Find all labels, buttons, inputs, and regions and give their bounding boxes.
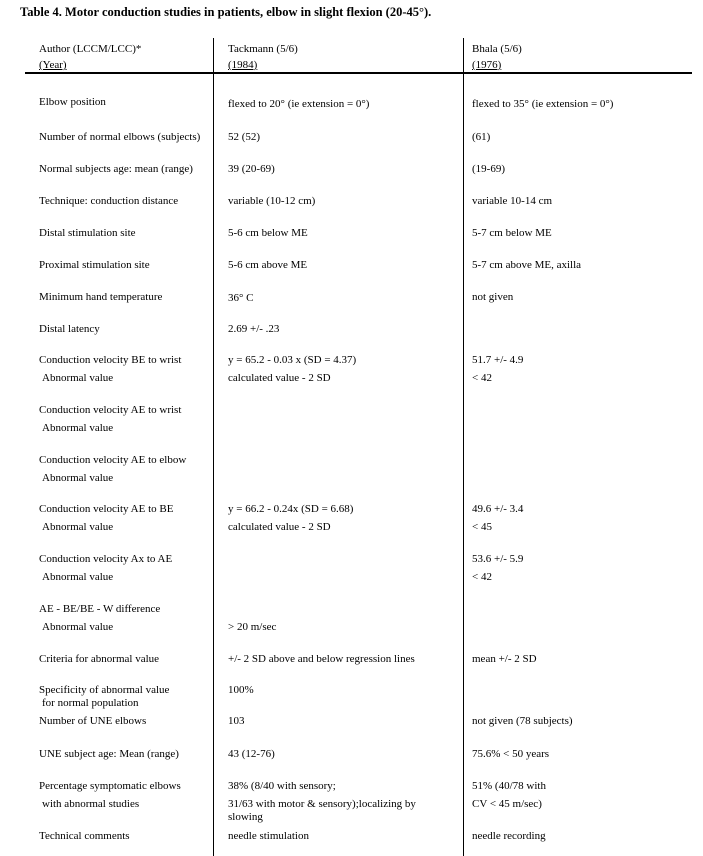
row-label: Number of UNE elbows: [39, 715, 147, 727]
row-bhala-2: < 45: [472, 521, 492, 533]
row-tackmann-2: calculated value - 2 SD: [228, 372, 331, 384]
row-label: Conduction velocity AE to elbow: [39, 454, 187, 466]
row-bhala: not given: [472, 291, 514, 303]
row-label: Conduction velocity AE to BE: [39, 503, 174, 515]
row-label: Percentage symptomatic elbows: [39, 780, 181, 792]
row-label: Specificity of abnormal value: [39, 684, 170, 696]
row-label: Normal subjects age: mean (range): [39, 163, 193, 175]
row-tackmann: 38% (8/40 with sensory;: [228, 780, 336, 792]
row-label: Elbow position: [39, 96, 106, 108]
row-bhala: 53.6 +/- 5.9: [472, 553, 524, 565]
row-bhala: variable 10-14 cm: [472, 195, 553, 207]
row-label: Distal stimulation site: [39, 227, 136, 239]
row-bhala: (19-69): [472, 163, 505, 175]
row-tackmann: 36° C: [228, 292, 254, 304]
row-sublabel: Abnormal value: [42, 571, 114, 583]
row-bhala: 51.7 +/- 4.9: [472, 354, 524, 366]
table-title: Table 4. Motor conduction studies in patients, elbow in slight flexion (20-45°).: [20, 5, 432, 19]
row-tackmann-2: > 20 m/sec: [228, 621, 277, 633]
row-bhala: flexed to 35° (ie extension = 0°): [472, 98, 614, 110]
column-divider-1: [213, 38, 214, 856]
row-label: Proximal stimulation site: [39, 259, 150, 271]
row-bhala: 51% (40/78 with: [472, 780, 546, 792]
row-tackmann: 103: [228, 715, 245, 727]
row-label: Technical comments: [39, 830, 130, 842]
row-label: Number of normal elbows (subjects): [39, 131, 201, 143]
row-tackmann: 52 (52): [228, 131, 261, 143]
row-tackmann: needle stimulation: [228, 830, 309, 842]
header-tackmann: Tackmann (5/6): [228, 43, 298, 55]
row-label-2: for normal population: [42, 697, 139, 709]
row-tackmann: 5-6 cm above ME: [228, 259, 308, 271]
row-bhala-2: CV < 45 m/sec): [472, 798, 542, 810]
row-sublabel: Abnormal value: [42, 621, 114, 633]
header-rule: [25, 72, 692, 74]
row-bhala: (61): [472, 131, 491, 143]
row-label: AE - BE/BE - W difference: [39, 603, 161, 615]
row-tackmann: y = 65.2 - 0.03 x (SD = 4.37): [228, 354, 357, 366]
row-sublabel: Abnormal value: [42, 472, 114, 484]
header-bhala-year: (1976): [472, 59, 502, 71]
header-author: Author (LCCM/LCC)*: [39, 43, 142, 55]
row-tackmann: 39 (20-69): [228, 163, 275, 175]
row-label: Technique: conduction distance: [39, 195, 179, 207]
row-sublabel: Abnormal value: [42, 521, 114, 533]
row-sublabel: Abnormal value: [42, 372, 114, 384]
row-label: Distal latency: [39, 323, 100, 335]
row-label: Conduction velocity Ax to AE: [39, 553, 173, 565]
row-bhala-2: < 42: [472, 571, 492, 583]
row-bhala-2: < 42: [472, 372, 492, 384]
header-year: (Year): [39, 59, 67, 71]
row-bhala: not given (78 subjects): [472, 715, 573, 727]
row-label: Criteria for abnormal value: [39, 653, 160, 665]
row-bhala: 5-7 cm above ME, axilla: [472, 259, 582, 271]
row-tackmann-2: calculated value - 2 SD: [228, 521, 331, 533]
row-bhala: 5-7 cm below ME: [472, 227, 552, 239]
row-bhala: 49.6 +/- 3.4: [472, 503, 524, 515]
row-label: Conduction velocity AE to wrist: [39, 404, 182, 416]
row-bhala: needle recording: [472, 830, 546, 842]
row-label: Conduction velocity BE to wrist: [39, 354, 182, 366]
row-tackmann: +/- 2 SD above and below regression lines: [228, 653, 415, 665]
row-tackmann: 2.69 +/- .23: [228, 323, 280, 335]
column-divider-2: [463, 38, 464, 856]
row-tackmann: 5-6 cm below ME: [228, 227, 308, 239]
row-sublabel: Abnormal value: [42, 422, 114, 434]
row-label: UNE subject age: Mean (range): [39, 748, 179, 760]
row-label: Minimum hand temperature: [39, 291, 163, 303]
row-tackmann-3: slowing: [228, 811, 263, 823]
header-bhala: Bhala (5/6): [472, 43, 522, 55]
row-tackmann: y = 66.2 - 0.24x (SD = 6.68): [228, 503, 354, 515]
row-tackmann: variable (10-12 cm): [228, 195, 316, 207]
row-tackmann: 43 (12-76): [228, 748, 275, 760]
row-tackmann: 100%: [228, 684, 254, 696]
header-tackmann-year: (1984): [228, 59, 258, 71]
row-tackmann-2: 31/63 with motor & sensory);localizing by: [228, 798, 416, 810]
row-tackmann: flexed to 20° (ie extension = 0°): [228, 98, 370, 110]
row-sublabel: with abnormal studies: [42, 798, 140, 810]
row-bhala: mean +/- 2 SD: [472, 653, 537, 665]
row-bhala: 75.6% < 50 years: [472, 748, 550, 760]
